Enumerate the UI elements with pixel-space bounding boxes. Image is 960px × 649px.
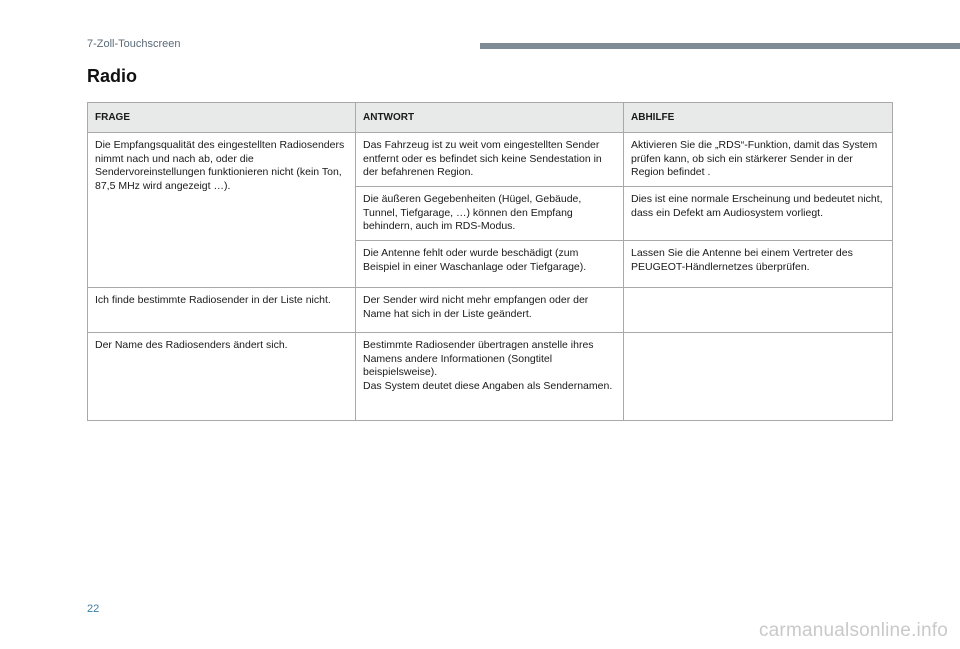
table-row [88,288,893,333]
answer-cell: Das Fahrzeug ist zu weit vom eingestellten Sender entfernt oder es befindet sich keine Sendestation in der befahrenen Region. [356,133,624,187]
remedy-cell [624,333,893,421]
answer-line: Das System deutet diese Angaben als Sendernamen. [363,379,613,392]
question-cell: Die Empfangsqualität des eingestellten Radiosenders nimmt nach und nach ab, oder die Sendervoreinstellungen funktionieren nicht (kein Ton, 87,5 MHz wird angezeigt …). [88,133,356,288]
section-label: 7-Zoll-Touchscreen [87,38,181,50]
page-title: Radio [87,66,138,86]
page-number: 22 [87,603,100,615]
troubleshooting-table [87,102,893,421]
column-header-remedy: ABHILFE [624,103,893,133]
answer-cell: Die Antenne fehlt oder wurde beschädigt (zum Beispiel in einer Waschanlage oder Tiefgarage). [356,241,624,288]
remedy-cell: Aktivieren Sie die „RDS“-Funktion, damit das System prüfen kann, ob sich ein stärkerer Sender in der Region befindet . [624,133,893,187]
table-row [88,133,893,187]
watermark: carmanualsonline.info [758,620,948,641]
remedy-cell [624,288,893,333]
header-bar [480,43,960,49]
answer-cell [356,333,624,421]
answer-cell: Der Sender wird nicht mehr empfangen oder der Name hat sich in der Liste geändert. [356,288,624,333]
question-cell: Der Name des Radiosenders ändert sich. [88,333,356,421]
table-row [88,333,893,421]
remedy-cell: Lassen Sie die Antenne bei einem Vertreter des PEUGEOT-Händlernetzes überprüfen. [624,241,893,288]
answer-cell: Die äußeren Gegebenheiten (Hügel, Gebäude, Tunnel, Tiefgarage, …) können den Empfang behindern, auch im RDS-Modus. [356,187,624,241]
remedy-cell: Dies ist eine normale Erscheinung und bedeutet nicht, dass ein Defekt am Audiosystem vorliegt. [624,187,893,241]
question-cell: Ich finde bestimmte Radiosender in der Liste nicht. [88,288,356,333]
column-header-question: FRAGE [88,103,356,133]
column-header-answer: ANTWORT [356,103,624,133]
table-header-row [88,103,893,133]
answer-line: Bestimmte Radiosender übertragen anstelle ihres Namens andere Informationen (Songtitel beispielsweise). [363,339,594,378]
